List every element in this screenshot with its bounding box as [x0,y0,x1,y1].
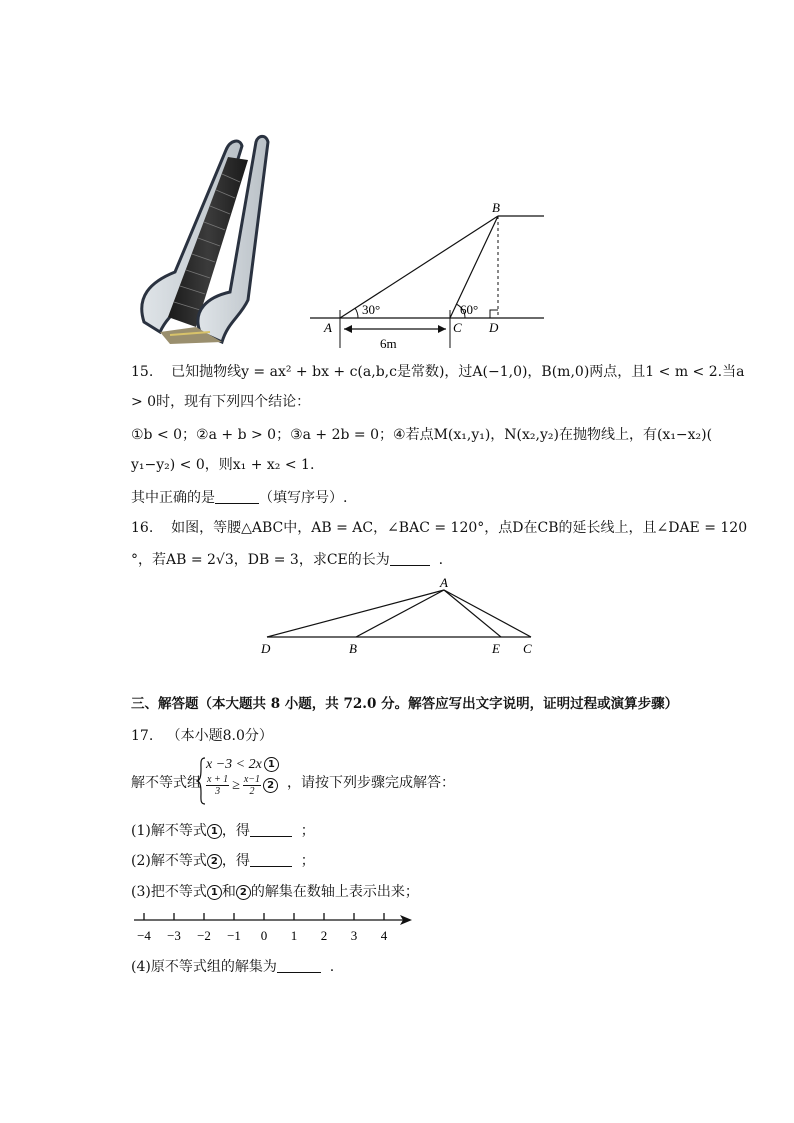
circle-1-label: 1 [264,757,279,772]
step1-end: ； [300,823,315,839]
fig2-label-d: D [261,641,271,656]
frac-left-num: x + 1 [207,774,229,785]
step1-circle: 1 [207,824,222,839]
q17-step2 [131,851,315,871]
number-line-tick-label: −3 [167,928,181,943]
step4-answer-blank[interactable] [277,958,321,973]
number-line-tick-label: 0 [260,928,268,943]
q17-step4 [131,957,334,977]
line-ad [267,590,444,637]
q15-line3: ①b < 0；②a + b > 0；③a + 2b = 0；④若点M(x₁,y₁)，N(x₂,y₂)在抛物线上，有(x₁−x₂)( [131,427,713,443]
line-ac [444,590,531,637]
number-line-tick-label: 4 [380,928,388,943]
angle-arc-a [355,308,358,318]
number-line[interactable] [128,908,418,948]
inequality-brace [196,757,206,805]
step3-and: 和 [221,884,236,900]
q16-text-1: 如图，等腰△ABC中，AB = AC，∠BAC = 120°，点D在CB的延长线上，且∠DAE = 120 [171,520,748,536]
line-ab2 [356,590,444,637]
escalator-image [130,132,275,347]
number-line-tick-label: 1 [290,928,298,943]
number-line-tick-label: 2 [320,928,328,943]
step2-answer-blank[interactable] [250,852,292,867]
q17-header [131,726,273,746]
q15-line2: > 0时，现有下列四个结论： [131,394,311,410]
q15-line1 [131,362,744,382]
q16-answer-blank[interactable] [390,551,430,566]
label-d: D [489,320,499,335]
q16-text-2: °，若AB = 2√3，DB = 3，求CE的长为 [131,552,390,568]
q15-answer-blank[interactable] [215,489,259,504]
q17-number: 17. [131,728,154,744]
number-line-tick-label: −2 [197,928,211,943]
q17-score: （本小题8.0分） [166,728,273,744]
number-line-tick-label: −1 [227,928,241,943]
q17-step1 [131,821,315,841]
angle-label-c: 60° [460,302,479,317]
right-angle-mark [490,310,498,318]
angle-label-a: 30° [362,302,381,317]
inequality-2 [206,774,278,797]
step2-text: (2)解不等式 [131,853,207,869]
number-line-tick-label: −4 [137,928,151,943]
q16-end: . [438,552,444,568]
frac-right-den: 2 [249,786,255,797]
inequality-1-text: x −3 < 2x [206,757,262,772]
step1-answer-blank[interactable] [250,822,292,837]
fig2-label-b: B [349,641,357,656]
step2-circle: 2 [207,854,222,869]
inequality-1 [206,755,279,775]
number-line-tick-label: 3 [350,928,358,943]
dist-label: 6m [380,336,397,351]
q15-text-1: 已知抛物线y = ax² + bx + c(a,b,c是常数)，过A(−1,0)，B(m,0)两点，且1 < m < 2.当a [171,364,745,380]
frac-left-den: 3 [215,786,221,797]
q15-number: 15. [131,364,154,380]
q16-line1 [131,518,747,538]
figure-triangle-angles [300,198,550,353]
q15-answer-prompt: 其中正确的是 [131,490,215,506]
label-b: B [492,200,500,215]
step1-text: (1)解不等式 [131,823,207,839]
step4-text: (4)原不等式组的解集为 [131,959,277,975]
fig2-label-e: E [492,641,500,656]
step1-de: ，得 [221,823,250,839]
q17-step3 [131,882,419,902]
step2-de: ，得 [221,853,250,869]
step3-text: (3)把不等式 [131,884,207,900]
figure-isosceles-triangle [255,574,545,660]
q15-line4: y₁−y₂) < 0，则x₁ + x₂ < 1. [131,457,315,473]
q15-line5 [131,488,347,508]
circle-2-label: 2 [263,778,278,793]
q15-answer-note: （填写序号）. [259,490,348,506]
line-ae [444,590,501,637]
frac-right-num: x−1 [243,774,261,785]
q17-lead: 解不等式组 [131,775,201,791]
step3-circle2: 2 [236,885,251,900]
section-3-heading: 三、解答题（本大题共 8 小题，共 72.0 分。解答应写出文字说明，证明过程或演算步骤） [131,696,679,712]
fig2-label-a: A [440,575,448,590]
q16-number: 16. [131,520,154,536]
fig2-label-c: C [523,641,532,656]
label-c: C [453,320,462,335]
q17-lead-after: ，请按下列步骤完成解答： [287,775,455,791]
step2-end: ； [300,853,315,869]
label-a: A [324,320,332,335]
step3-text-end: 的解集在数轴上表示出来； [250,884,419,900]
q16-line2 [131,550,443,570]
step3-circle1: 1 [207,885,222,900]
inequality-2-relation: ≥ [232,777,240,793]
step4-end: . [329,959,335,975]
